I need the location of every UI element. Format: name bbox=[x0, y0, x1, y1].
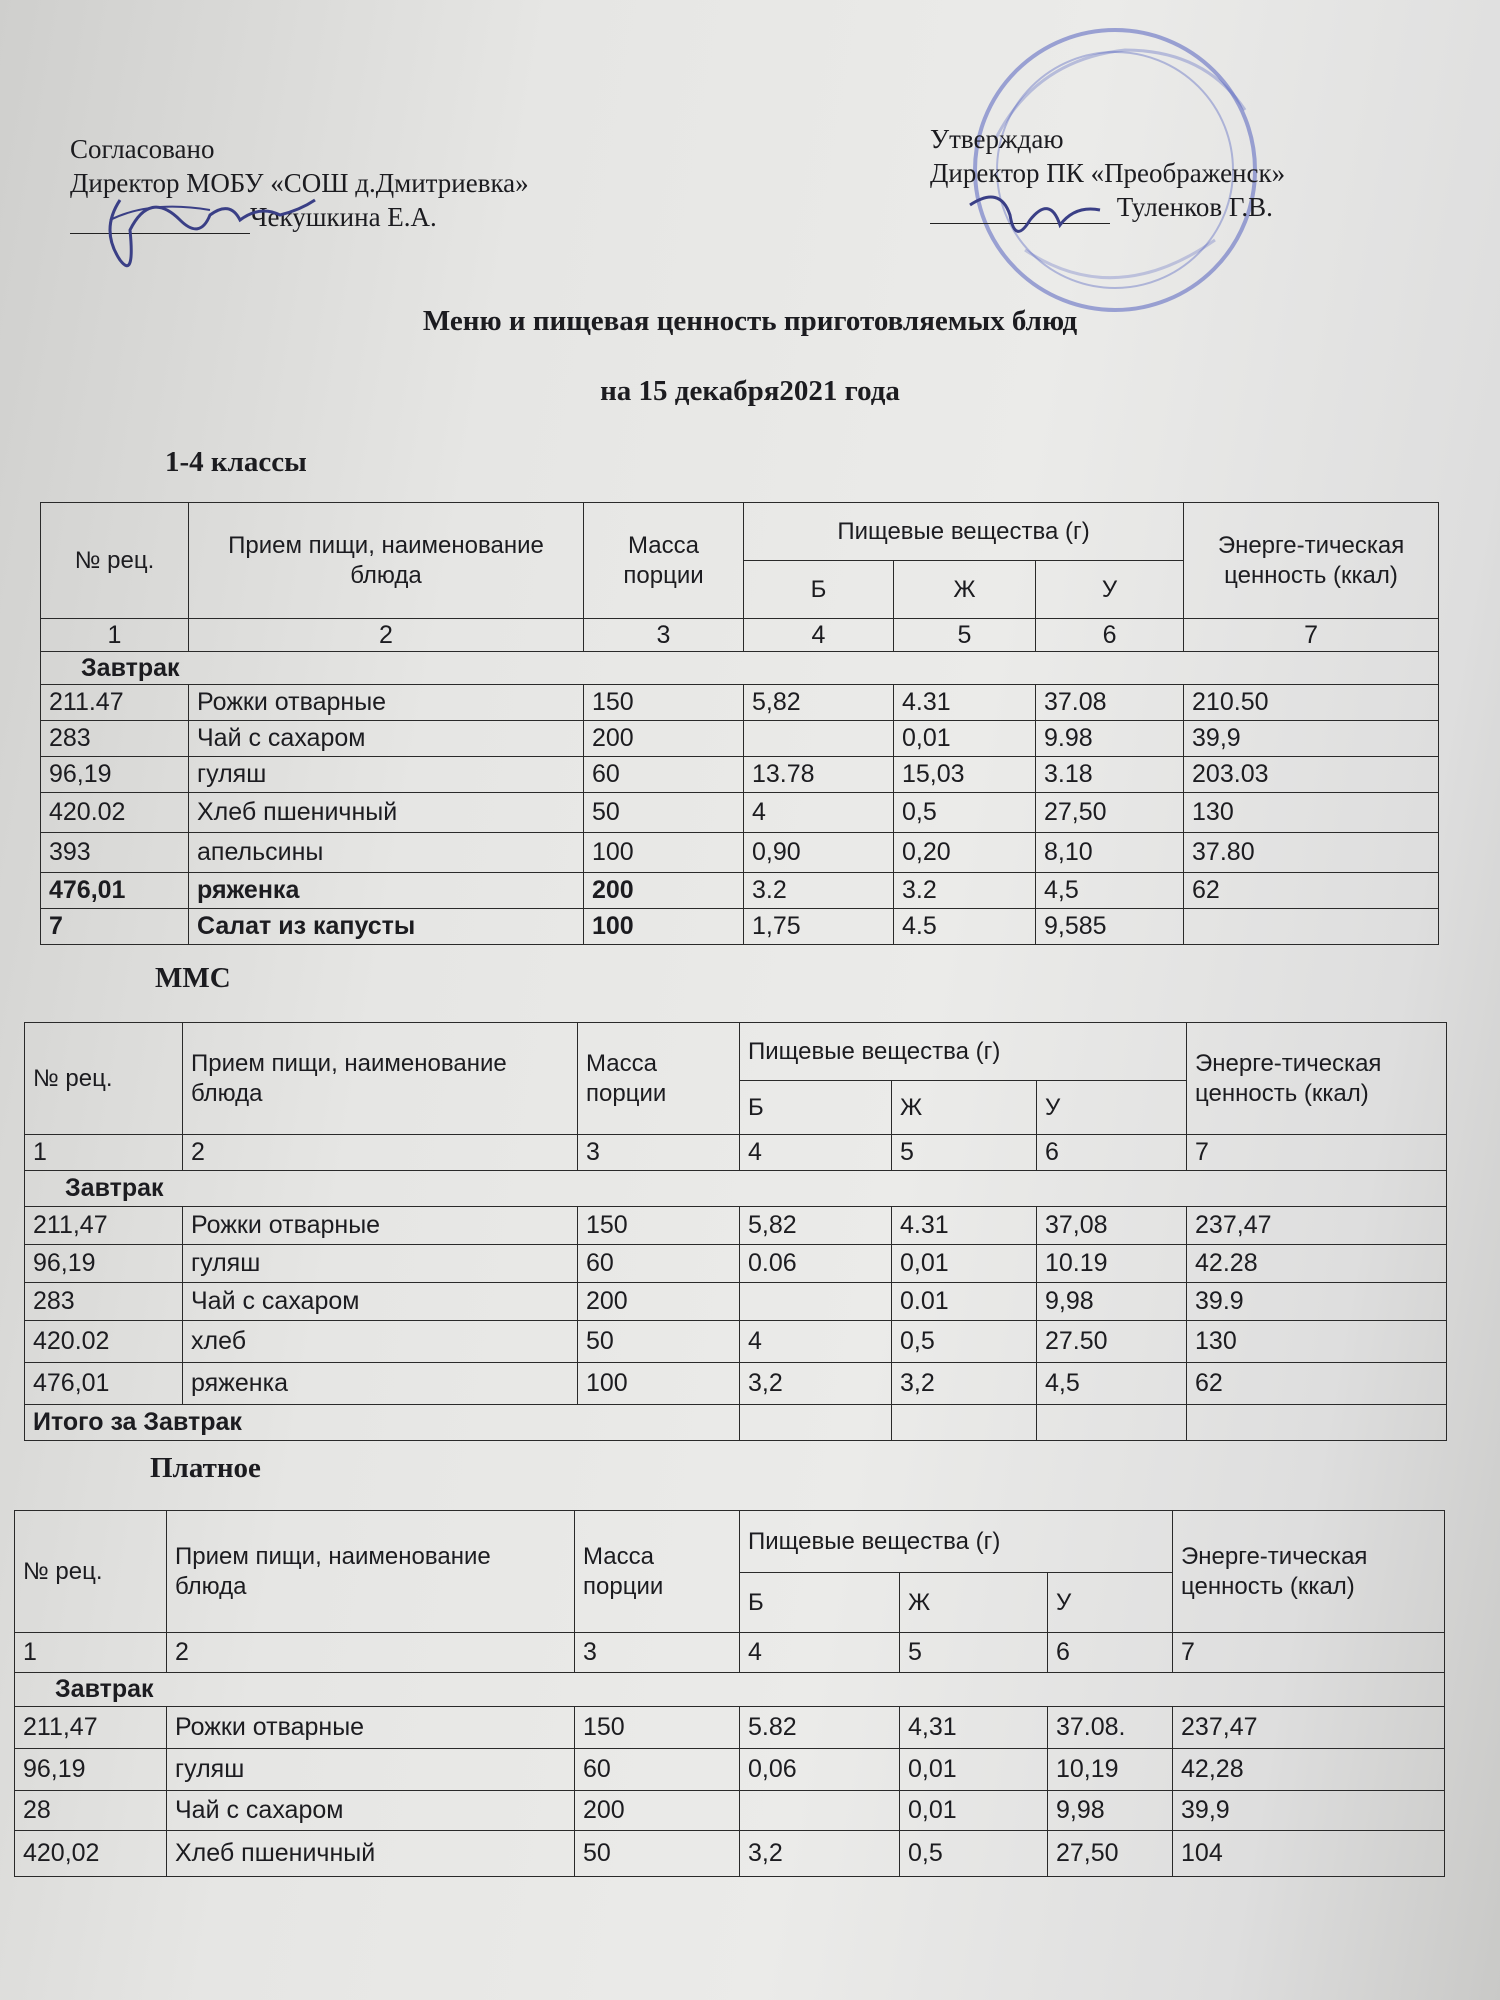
table-cell: 13.78 bbox=[744, 757, 894, 793]
table-cell: 283 bbox=[25, 1283, 183, 1321]
table-cell: 100 bbox=[584, 833, 744, 873]
table-cell: 96,19 bbox=[15, 1749, 167, 1791]
table-cell: 3 bbox=[584, 619, 744, 652]
table-cell: Рожки отварные bbox=[183, 1207, 578, 1245]
header-mass: Масса порции bbox=[578, 1023, 740, 1135]
table-row bbox=[41, 873, 1439, 909]
column-number-row bbox=[41, 619, 1439, 652]
header-recipe-number: № рец. bbox=[25, 1023, 183, 1135]
table-cell: 420,02 bbox=[15, 1831, 167, 1877]
table-cell: 0,01 bbox=[900, 1791, 1048, 1831]
table-cell: 6 bbox=[1048, 1633, 1173, 1673]
table-cell: 50 bbox=[578, 1321, 740, 1363]
table-cell: 27,50 bbox=[1036, 793, 1184, 833]
table-cell: 10.19 bbox=[1037, 1245, 1187, 1283]
table-cell: 4.31 bbox=[894, 685, 1036, 721]
table-cell: 96,19 bbox=[25, 1245, 183, 1283]
table-cell: 5 bbox=[892, 1135, 1037, 1171]
document-date: на 15 декабря2021 года bbox=[600, 375, 900, 407]
table-cell: 1 bbox=[25, 1135, 183, 1171]
table-cell: 7 bbox=[1173, 1633, 1445, 1673]
table-cell: 150 bbox=[578, 1207, 740, 1245]
table-cell: 0,90 bbox=[744, 833, 894, 873]
table-cell: 0,01 bbox=[894, 721, 1036, 757]
table-row bbox=[25, 1207, 1447, 1245]
table-cell: 7 bbox=[41, 909, 189, 945]
header-energy: Энерге-тическая ценность (ккал) bbox=[1184, 503, 1439, 619]
header-recipe-number: № рец. bbox=[15, 1511, 167, 1633]
total-row bbox=[25, 1405, 1447, 1441]
table-cell: 4,5 bbox=[1036, 873, 1184, 909]
table-cell: 4,31 bbox=[900, 1707, 1048, 1749]
table-cell: 37.08 bbox=[1036, 685, 1184, 721]
table-cell: 5,82 bbox=[740, 1207, 892, 1245]
table-cell: 203.03 bbox=[1184, 757, 1439, 793]
table-cell: 4.31 bbox=[892, 1207, 1037, 1245]
table-cell: ряженка bbox=[189, 873, 584, 909]
table-row bbox=[41, 793, 1439, 833]
table-cell: Хлеб пшеничный bbox=[189, 793, 584, 833]
table-cell: 237,47 bbox=[1173, 1707, 1445, 1749]
table-cell: 200 bbox=[575, 1791, 740, 1831]
header-carbs: У bbox=[1048, 1573, 1173, 1633]
table-cell: 37.80 bbox=[1184, 833, 1439, 873]
table-cell bbox=[892, 1405, 1037, 1441]
section-breakfast: Завтрак bbox=[25, 1171, 1447, 1207]
table-cell: Рожки отварные bbox=[167, 1707, 575, 1749]
header-mass: Масса порции bbox=[584, 503, 744, 619]
table-cell: 50 bbox=[584, 793, 744, 833]
table-cell: 100 bbox=[578, 1363, 740, 1405]
table-cell: 200 bbox=[584, 873, 744, 909]
header-protein: Б bbox=[740, 1573, 900, 1633]
table-cell: 237,47 bbox=[1187, 1207, 1447, 1245]
table-row bbox=[41, 721, 1439, 757]
table-cell: 0,5 bbox=[900, 1831, 1048, 1877]
table-cell: гуляш bbox=[183, 1245, 578, 1283]
table-cell: 100 bbox=[584, 909, 744, 945]
table-cell: 9,98 bbox=[1048, 1791, 1173, 1831]
table-row bbox=[15, 1707, 1445, 1749]
table-cell: 60 bbox=[575, 1749, 740, 1791]
table-cell: 27.50 bbox=[1037, 1321, 1187, 1363]
table-cell: 211,47 bbox=[25, 1207, 183, 1245]
table-row bbox=[25, 1363, 1447, 1405]
table-cell: 130 bbox=[1187, 1321, 1447, 1363]
table-cell: 5 bbox=[900, 1633, 1048, 1673]
table-cell: 8,10 bbox=[1036, 833, 1184, 873]
header-meal: Прием пищи, наименование блюда bbox=[183, 1023, 578, 1135]
table-cell: Салат из капусты bbox=[189, 909, 584, 945]
table-cell bbox=[1184, 909, 1439, 945]
table-row bbox=[41, 909, 1439, 945]
table-cell: 4 bbox=[740, 1321, 892, 1363]
table-cell: 420.02 bbox=[25, 1321, 183, 1363]
menu-table-grades bbox=[40, 502, 1439, 945]
table-cell: 0,01 bbox=[900, 1749, 1048, 1791]
table-cell: 37.08. bbox=[1048, 1707, 1173, 1749]
table-cell: 420.02 bbox=[41, 793, 189, 833]
table-cell: 3.2 bbox=[744, 873, 894, 909]
table-cell: апельсины bbox=[189, 833, 584, 873]
agreed-label: Согласовано bbox=[70, 134, 215, 164]
table-cell: 3 bbox=[575, 1633, 740, 1673]
school-director-name: Чекушкина Е.А. bbox=[250, 202, 437, 232]
table-cell: 104 bbox=[1173, 1831, 1445, 1877]
table-cell: 5 bbox=[894, 619, 1036, 652]
header-fat: Ж bbox=[892, 1081, 1037, 1135]
table-cell: 39.9 bbox=[1187, 1283, 1447, 1321]
table-cell: 37,08 bbox=[1037, 1207, 1187, 1245]
table-cell: 9,98 bbox=[1037, 1283, 1187, 1321]
table-cell: 2 bbox=[167, 1633, 575, 1673]
header-energy: Энерге-тическая ценность (ккал) bbox=[1187, 1023, 1447, 1135]
table-cell bbox=[740, 1283, 892, 1321]
table-row bbox=[15, 1749, 1445, 1791]
table-cell: 0.01 bbox=[892, 1283, 1037, 1321]
table-cell: 39,9 bbox=[1184, 721, 1439, 757]
table-cell: 4 bbox=[740, 1633, 900, 1673]
table-cell: 60 bbox=[584, 757, 744, 793]
table-cell: 3,2 bbox=[892, 1363, 1037, 1405]
section-label-paid: Платное bbox=[150, 1452, 261, 1484]
table-row bbox=[15, 1831, 1445, 1877]
table-cell: 150 bbox=[584, 685, 744, 721]
header-meal: Прием пищи, наименование блюда bbox=[167, 1511, 575, 1633]
total-label: Итого за Завтрак bbox=[25, 1405, 740, 1441]
table-cell: 210.50 bbox=[1184, 685, 1439, 721]
table-cell: 6 bbox=[1036, 619, 1184, 652]
table-cell: Чай с сахаром bbox=[189, 721, 584, 757]
section-breakfast: Завтрак bbox=[41, 652, 1439, 685]
table-cell: 476,01 bbox=[41, 873, 189, 909]
signature-left bbox=[90, 160, 320, 290]
table-row bbox=[41, 685, 1439, 721]
table-cell: 4.5 bbox=[894, 909, 1036, 945]
table-cell: гуляш bbox=[167, 1749, 575, 1791]
table-cell: 3.2 bbox=[894, 873, 1036, 909]
table-cell: 393 bbox=[41, 833, 189, 873]
table-cell: 42.28 bbox=[1187, 1245, 1447, 1283]
header-nutrients: Пищевые вещества (г) bbox=[740, 1023, 1187, 1081]
table-cell: 3 bbox=[578, 1135, 740, 1171]
table-cell: 0,01 bbox=[892, 1245, 1037, 1283]
table-cell: 3,2 bbox=[740, 1831, 900, 1877]
pk-director-name: Туленков Г.В. bbox=[1116, 192, 1273, 222]
table-cell: 4,5 bbox=[1037, 1363, 1187, 1405]
table-cell: 39,9 bbox=[1173, 1791, 1445, 1831]
table-cell: 200 bbox=[578, 1283, 740, 1321]
table-cell: 9,585 bbox=[1036, 909, 1184, 945]
header-recipe-number: № рец. bbox=[41, 503, 189, 619]
table-cell: 9.98 bbox=[1036, 721, 1184, 757]
table-cell: Рожки отварные bbox=[189, 685, 584, 721]
header-meal: Прием пищи, наименование блюда bbox=[189, 503, 584, 619]
table-cell: Чай с сахаром bbox=[167, 1791, 575, 1831]
table-cell: 0,06 bbox=[740, 1749, 900, 1791]
menu-table-mms bbox=[24, 1022, 1447, 1441]
table-cell: 4 bbox=[744, 793, 894, 833]
header-mass: Масса порции bbox=[575, 1511, 740, 1633]
table-cell: 4 bbox=[740, 1135, 892, 1171]
table-cell: 0,5 bbox=[894, 793, 1036, 833]
table-cell: Хлеб пшеничный bbox=[167, 1831, 575, 1877]
table-cell: 4 bbox=[744, 619, 894, 652]
table-cell: 7 bbox=[1184, 619, 1439, 652]
table-cell: 50 bbox=[575, 1831, 740, 1877]
table-cell: 62 bbox=[1187, 1363, 1447, 1405]
table-row bbox=[25, 1321, 1447, 1363]
header-carbs: У bbox=[1036, 561, 1184, 619]
table-cell: 211.47 bbox=[41, 685, 189, 721]
header-protein: Б bbox=[744, 561, 894, 619]
table-cell: 60 bbox=[578, 1245, 740, 1283]
table-cell: 283 bbox=[41, 721, 189, 757]
header-protein: Б bbox=[740, 1081, 892, 1135]
table-cell: 5.82 bbox=[740, 1707, 900, 1749]
table-row bbox=[15, 1791, 1445, 1831]
table-cell: 2 bbox=[189, 619, 584, 652]
column-number-row bbox=[25, 1135, 1447, 1171]
table-cell: гуляш bbox=[189, 757, 584, 793]
table-cell: 96,19 bbox=[41, 757, 189, 793]
table-cell bbox=[1187, 1405, 1447, 1441]
table-cell: 1 bbox=[15, 1633, 167, 1673]
section-label-mms: ММС bbox=[155, 962, 231, 994]
table-cell: 5,82 bbox=[744, 685, 894, 721]
header-carbs: У bbox=[1037, 1081, 1187, 1135]
table-cell: 3.18 bbox=[1036, 757, 1184, 793]
table-cell: Чай с сахаром bbox=[183, 1283, 578, 1321]
column-number-row bbox=[15, 1633, 1445, 1673]
table-cell: 1,75 bbox=[744, 909, 894, 945]
table-row bbox=[25, 1245, 1447, 1283]
table-cell: 3,2 bbox=[740, 1363, 892, 1405]
table-row bbox=[41, 833, 1439, 873]
table-cell: 62 bbox=[1184, 873, 1439, 909]
table-cell: 476,01 bbox=[25, 1363, 183, 1405]
table-cell bbox=[744, 721, 894, 757]
table-cell: 1 bbox=[41, 619, 189, 652]
table-cell: 27,50 bbox=[1048, 1831, 1173, 1877]
approved-label: Утверждаю bbox=[930, 124, 1064, 154]
table-cell bbox=[740, 1791, 900, 1831]
table-cell: 15,03 bbox=[894, 757, 1036, 793]
table-cell: 211,47 bbox=[15, 1707, 167, 1749]
header-fat: Ж bbox=[894, 561, 1036, 619]
table-cell: 42,28 bbox=[1173, 1749, 1445, 1791]
header-energy: Энерге-тическая ценность (ккал) bbox=[1173, 1511, 1445, 1633]
school-director-title: Директор МОБУ «СОШ д.Дмитриевка» bbox=[70, 168, 529, 198]
pk-director-title: Директор ПК «Преображенск» bbox=[930, 158, 1286, 188]
table-cell: 0.06 bbox=[740, 1245, 892, 1283]
table-cell: ряженка bbox=[183, 1363, 578, 1405]
table-cell: 0,5 bbox=[892, 1321, 1037, 1363]
table-cell: 28 bbox=[15, 1791, 167, 1831]
section-breakfast: Завтрак bbox=[15, 1673, 1445, 1707]
table-row bbox=[41, 757, 1439, 793]
section-label-grades: 1-4 классы bbox=[165, 446, 307, 478]
header-nutrients: Пищевые вещества (г) bbox=[740, 1511, 1173, 1573]
document-title: Меню и пищевая ценность приготовляемых блюд bbox=[422, 305, 1078, 337]
table-cell bbox=[1037, 1405, 1187, 1441]
table-cell: 6 bbox=[1037, 1135, 1187, 1171]
table-cell: 2 bbox=[183, 1135, 578, 1171]
table-cell: 150 bbox=[575, 1707, 740, 1749]
table-cell: 10,19 bbox=[1048, 1749, 1173, 1791]
table-cell: хлеб bbox=[183, 1321, 578, 1363]
header-nutrients: Пищевые вещества (г) bbox=[744, 503, 1184, 561]
table-cell: 130 bbox=[1184, 793, 1439, 833]
menu-table-paid bbox=[14, 1510, 1445, 1877]
table-row bbox=[25, 1283, 1447, 1321]
table-cell: 200 bbox=[584, 721, 744, 757]
signature-right bbox=[960, 175, 1120, 265]
header-fat: Ж bbox=[900, 1573, 1048, 1633]
table-cell: 7 bbox=[1187, 1135, 1447, 1171]
table-cell: 0,20 bbox=[894, 833, 1036, 873]
table-cell bbox=[740, 1405, 892, 1441]
